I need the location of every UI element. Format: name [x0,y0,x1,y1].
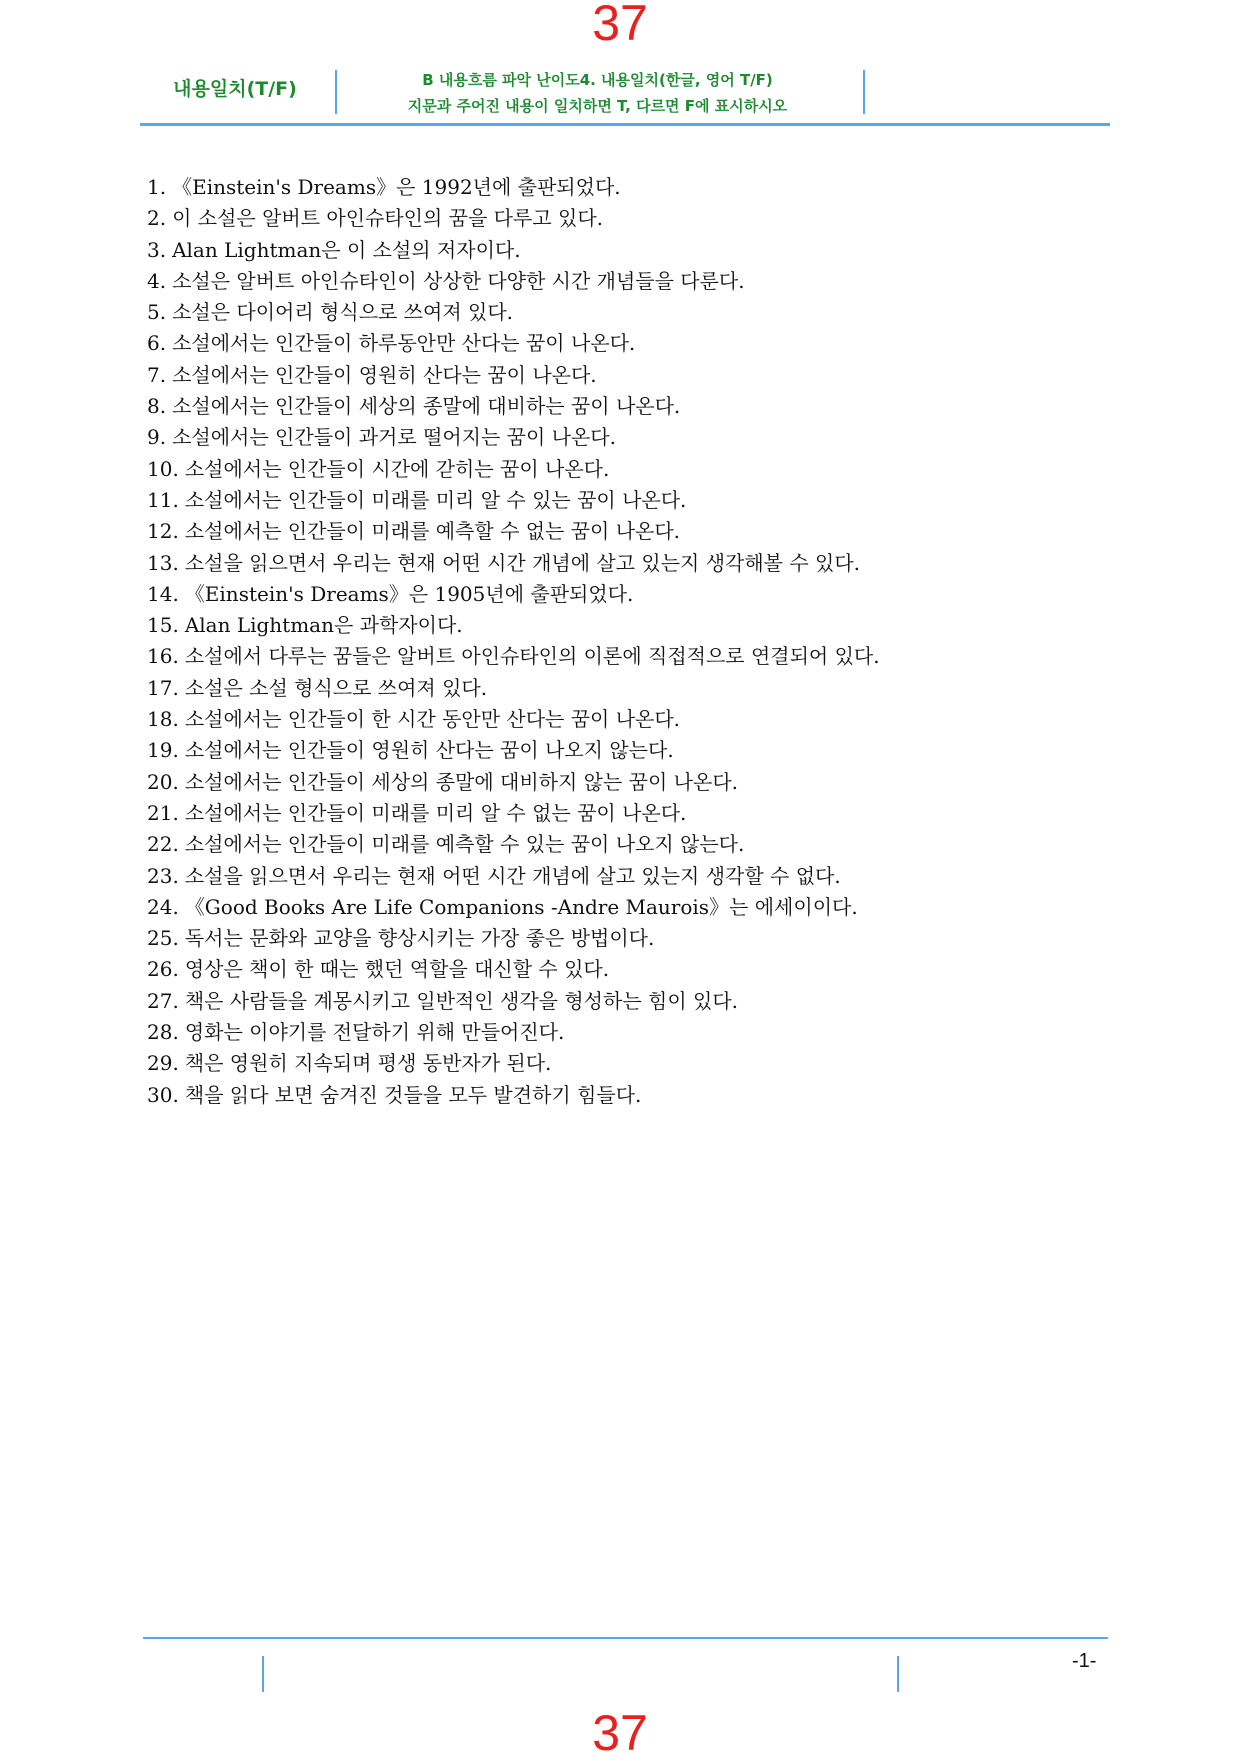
question-item [147,203,880,234]
question-number: 30. [147,1082,179,1107]
question-item [147,673,880,704]
footer-divider-left [262,1656,264,1692]
question-item [147,328,880,359]
question-text: 《Einstein's Dreams》은 1992년에 출판되었다. [172,175,621,199]
question-item [147,548,880,579]
footer-rule [143,1637,1108,1639]
footer-page-label: -1- [1072,1650,1097,1672]
question-item [147,266,880,297]
question-item [147,1048,880,1079]
question-text: 소설에서 다루는 꿈들은 알버트 아인슈타인의 이론에 직접적으로 연결되어 있다. [184,644,880,669]
question-text: 소설에서는 인간들이 시간에 갇히는 꿈이 나온다. [184,456,610,481]
question-number: 18. [147,707,179,732]
question-number: 26. [147,957,179,982]
question-number: 5. [147,300,167,325]
question-number: 28. [147,1020,179,1045]
question-item [147,516,880,547]
page-number-top: 37 [592,0,648,51]
question-item [147,1080,880,1111]
question-text: 소설에서는 인간들이 영원히 산다는 꿈이 나온다. [172,362,597,387]
question-text: 이 소설은 알버트 아인슈타인의 꿈을 다루고 있다. [172,206,603,231]
question-number: 23. [147,863,179,888]
question-list [147,172,880,1111]
question-text: 책을 읽다 보면 숨겨진 것들을 모두 발견하기 힘들다. [184,1082,642,1107]
question-number: 9. [147,425,167,450]
question-text: 책은 영원히 지속되며 평생 동반자가 된다. [184,1051,552,1076]
question-item [147,986,880,1017]
footer-divider-right [897,1656,899,1692]
header-rule [140,123,1110,126]
question-text: 소설에서는 인간들이 세상의 종말에 대비하는 꿈이 나온다. [172,394,681,419]
question-item [147,861,880,892]
question-item [147,579,880,610]
question-text: 소설은 다이어리 형식으로 쓰여져 있다. [172,300,514,325]
header-subtitle-line1: B 내용흐름 파악 난이도4. 내용일치(한글, 영어 T/F) [422,71,773,89]
question-text: 영화는 이야기를 전달하기 위해 만들어진다. [184,1020,565,1045]
question-text: 《Einstein's Dreams》은 1905년에 출판되었다. [184,581,634,606]
question-number: 8. [147,394,167,419]
question-text: 소설을 읽으면서 우리는 현재 어떤 시간 개념에 살고 있는지 생각할 수 없다. [184,863,841,888]
question-number: 21. [147,800,179,825]
question-number: 13. [147,550,179,575]
question-text: 《Good Books Are Life Companions -Andre Maurois》는 에세이이다. [184,894,858,919]
question-text: 소설에서는 인간들이 미래를 미리 알 수 없는 꿈이 나온다. [184,800,687,825]
question-item [147,297,880,328]
question-text: 소설은 소설 형식으로 쓰여져 있다. [184,675,488,700]
question-item [147,422,880,453]
question-item [147,1017,880,1048]
question-item [147,641,880,672]
question-number: 20. [147,769,179,794]
question-text: 소설은 알버트 아인슈타인이 상상한 다양한 시간 개념들을 다룬다. [172,268,745,293]
header-title: 내용일치(T/F) [173,78,297,100]
question-number: 19. [147,738,179,763]
question-number: 1. [147,175,167,199]
question-text: 소설에서는 인간들이 세상의 종말에 대비하지 않는 꿈이 나온다. [184,769,738,794]
question-item [147,829,880,860]
question-text: 소설에서는 인간들이 미래를 예측할 수 있는 꿈이 나오지 않는다. [184,832,745,857]
question-text: 독서는 문화와 교양을 향상시키는 가장 좋은 방법이다. [184,926,655,951]
question-number: 15. [147,613,179,638]
question-number: 17. [147,675,179,700]
question-item [147,923,880,954]
question-item [147,172,880,203]
page-number-bottom: 37 [592,1705,648,1761]
question-item [147,235,880,266]
question-number: 4. [147,268,167,293]
question-text: 영상은 책이 한 때는 했던 역할을 대신할 수 있다. [184,957,610,982]
header-divider-left [335,70,337,114]
question-number: 27. [147,988,179,1013]
question-item [147,735,880,766]
question-text: 소설을 읽으면서 우리는 현재 어떤 시간 개념에 살고 있는지 생각해볼 수 있다. [184,550,861,575]
question-item [147,767,880,798]
question-number: 29. [147,1051,179,1076]
question-item [147,391,880,422]
question-text: 소설에서는 인간들이 영원히 산다는 꿈이 나오지 않는다. [184,738,674,763]
question-text: 소설에서는 인간들이 한 시간 동안만 산다는 꿈이 나온다. [184,707,681,732]
question-item [147,892,880,923]
question-number: 25. [147,926,179,951]
header-divider-right [863,70,865,114]
question-item [147,798,880,829]
question-text: 소설에서는 인간들이 미래를 예측할 수 없는 꿈이 나온다. [184,519,681,544]
question-number: 2. [147,206,167,231]
question-number: 16. [147,644,179,669]
question-number: 3. [147,237,167,262]
question-number: 10. [147,456,179,481]
question-text: 소설에서는 인간들이 과거로 떨어지는 꿈이 나온다. [172,425,616,450]
question-item [147,954,880,985]
question-number: 11. [147,487,179,512]
question-item [147,485,880,516]
question-number: 24. [147,894,179,919]
question-number: 22. [147,832,179,857]
question-number: 6. [147,331,167,356]
question-text: Alan Lightman은 이 소설의 저자이다. [172,237,521,262]
question-item [147,454,880,485]
question-item [147,704,880,735]
header-subtitle-line2: 지문과 주어진 내용이 일치하면 T, 다르면 F에 표시하시오 [407,97,788,115]
question-text: 책은 사람들을 계몽시키고 일반적인 생각을 형성하는 힘이 있다. [184,988,738,1013]
question-text: Alan Lightman은 과학자이다. [184,613,463,638]
question-number: 14. [147,581,179,606]
question-text: 소설에서는 인간들이 하루동안만 산다는 꿈이 나온다. [172,331,636,356]
question-item [147,360,880,391]
question-text: 소설에서는 인간들이 미래를 미리 알 수 있는 꿈이 나온다. [184,487,687,512]
question-number: 12. [147,519,179,544]
question-number: 7. [147,362,167,387]
question-item [147,610,880,641]
